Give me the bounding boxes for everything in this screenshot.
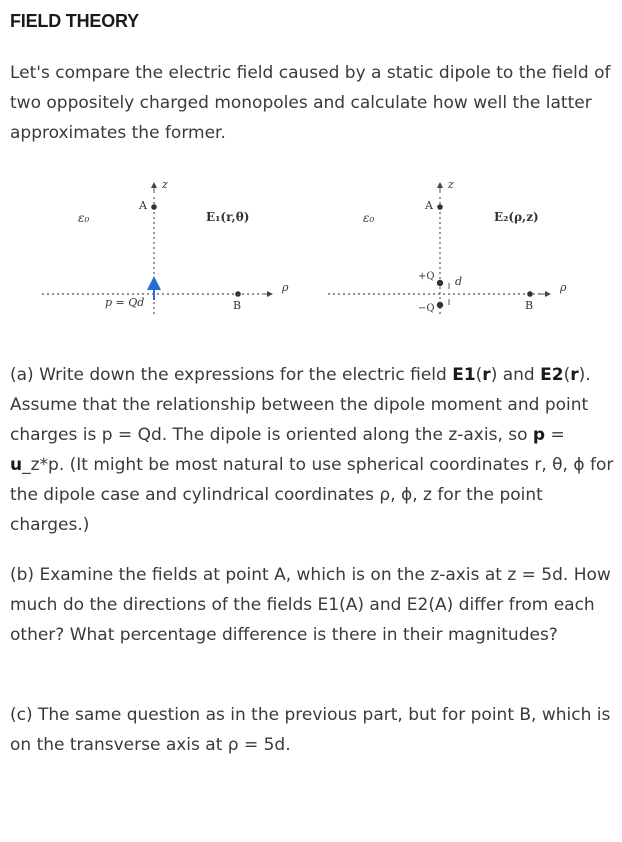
right-point-a-label: A bbox=[425, 199, 433, 212]
part-a-text-3: ) and bbox=[490, 365, 541, 385]
right-field-label: E₂(ρ,z) bbox=[494, 210, 539, 224]
left-panel bbox=[42, 178, 289, 317]
right-rho-label: ρ bbox=[560, 281, 567, 294]
right-z-label: z bbox=[448, 178, 454, 191]
left-field-label: E₁(r,θ) bbox=[206, 210, 250, 224]
part-a-text-1: (a) Write down the expressions for the electric field bbox=[10, 365, 453, 385]
dipole-figure bbox=[0, 165, 622, 335]
left-point-b-dot bbox=[235, 291, 241, 297]
left-epsilon-label: ε₀ bbox=[78, 211, 90, 225]
part-a-r2: r bbox=[570, 365, 579, 385]
minus-charge-label: −Q bbox=[418, 303, 435, 314]
part-c-paragraph: (c) The same question as in the previous part, but for point B, which is on the transverse axis at ρ = 5d. bbox=[10, 705, 611, 755]
right-panel bbox=[328, 178, 567, 317]
right-epsilon-label: ε₀ bbox=[363, 211, 375, 225]
left-rho-label: ρ bbox=[282, 281, 289, 294]
part-a-text-4: ( bbox=[563, 365, 571, 385]
part-a-text-7: _z*p. (It might be most natural to use spherical coordinates r, θ, ϕ for the dipole case and cylindrical coordinates ρ, ϕ, z for the point charges.) bbox=[10, 455, 614, 535]
part-a-e1: E1 bbox=[452, 365, 476, 385]
part-a-r1: r bbox=[482, 365, 491, 385]
separation-label: d bbox=[455, 275, 463, 288]
plus-charge-label: +Q bbox=[418, 271, 435, 282]
right-point-a-dot bbox=[437, 204, 443, 210]
page-title: FIELD THEORY bbox=[10, 11, 139, 31]
left-point-a-label: A bbox=[139, 199, 147, 212]
part-a-text-6: = bbox=[545, 425, 565, 445]
left-point-b-label: B bbox=[233, 299, 242, 312]
minus-charge-dot bbox=[437, 302, 443, 308]
right-point-b-dot bbox=[527, 291, 533, 297]
part-a-paragraph bbox=[10, 360, 614, 540]
left-point-a-dot bbox=[151, 204, 157, 210]
part-a-text-2: ( bbox=[475, 365, 483, 385]
part-a-p-vector: p bbox=[532, 425, 546, 445]
part-b-paragraph: (b) Examine the fields at point A, which is on the z-axis at z = 5d. How much do the directions of the fields E1(A) and E2(A) differ from each other? What percentage difference is there in their magnitudes? bbox=[10, 565, 611, 645]
right-point-b-label: B bbox=[525, 299, 534, 312]
dipole-moment-label: p = Qd bbox=[105, 296, 145, 309]
part-a-text-5: ). Assume that the relationship between the dipole moment and point charges is p = Qd. The dipole is oriented along the z-axis, so bbox=[10, 365, 591, 445]
left-z-label: z bbox=[162, 178, 168, 191]
intro-paragraph: Let's compare the electric field caused by a static dipole to the field of two oppositely charged monopoles and calculate how well the latter approximates the former. bbox=[10, 63, 611, 143]
plus-charge-dot bbox=[437, 280, 443, 286]
part-a-u-vector: u bbox=[10, 455, 23, 475]
part-a-e2: E2 bbox=[540, 365, 564, 385]
